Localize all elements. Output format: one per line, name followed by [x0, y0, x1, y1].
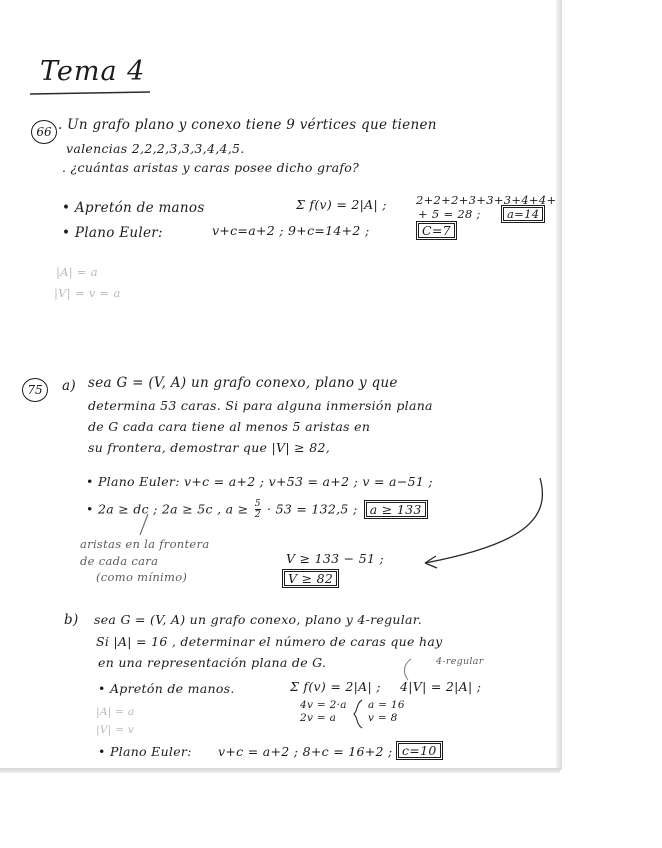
ex75a-statement-line3: de G cada cara tiene al menos 5 aristas en — [88, 419, 371, 434]
ex75a-fraction — [255, 500, 261, 520]
ex75a-result-edges: a ≥ 133 — [366, 502, 426, 517]
ex75b-system-line1: 4v = 2·a — [300, 699, 347, 711]
ex75b-apreton-right: 4|V| = 2|A| ; — [400, 679, 482, 694]
ex66-question: . ¿cuántas aristas y caras posee dicho grafo? — [62, 160, 360, 175]
ex75a-statement-line4: su frontera, demostrar que |V| ≥ 82, — [88, 440, 330, 455]
ex75b-euler-label: • Plano Euler: — [98, 744, 192, 759]
page-title: Tema 4 — [40, 56, 146, 87]
ex66-apreton-label: • Apretón de manos — [62, 200, 205, 216]
ex66-result-faces: C=7 — [418, 223, 455, 238]
ex66-euler-formula: v+c=a+2 ; 9+c=14+2 ; — [212, 223, 370, 238]
arrow-curve — [425, 478, 542, 563]
ex66-apreton-result — [503, 207, 543, 221]
ex75b-system-line2: 2v = a — [300, 712, 337, 724]
exercise-75-number: 75 — [22, 378, 48, 402]
ex75b-apreton-label: • Apretón de manos. — [98, 681, 235, 696]
ex75a-result-vertices: V ≥ 82 — [284, 571, 337, 586]
ex75a-note-line2: de cada cara — [80, 554, 159, 568]
ex75a-euler-line: • Plano Euler: v+c = a+2 ; v+53 = a+2 ; v = a−51 ; — [86, 474, 433, 489]
ex75a-inequality-start: • 2a ≥ dc ; 2a ≥ 5c , a ≥ — [86, 501, 249, 517]
ex66-apreton-formula: Σ f(v) = 2|A| ; — [296, 197, 387, 212]
ex75-part-b-label: b) — [64, 612, 79, 628]
ex75b-statement-line2: Si |A| = 16 , determinar el número de caras que hay — [96, 634, 443, 649]
arrow-head — [425, 556, 437, 568]
ex75b-annotation-4-regular: 4-regular — [436, 656, 484, 667]
ex75b-result-faces: c=10 — [398, 743, 441, 758]
ex66-euler-result — [418, 223, 455, 238]
ex75b-system-line4: v = 8 — [368, 712, 398, 724]
ex75b-statement-line3: en una representación plana de G. — [98, 655, 327, 670]
exercise-66-number: 66 — [31, 120, 57, 144]
system-brace — [354, 700, 362, 728]
ex66-faint-note-1: |A| = a — [56, 265, 98, 279]
ex66-statement-line1: . Un grafo plano y conexo tiene 9 vértices que tienen — [58, 117, 437, 133]
ex75a-note-line1: aristas en la frontera — [80, 537, 210, 551]
ex66-faint-note-2: |V| = v = a — [54, 286, 121, 300]
ex66-apreton-sum-bottom: + 5 = 28 ; — [418, 207, 481, 221]
title-underline — [30, 92, 150, 94]
ex75b-faint-note-2: |V| = v — [96, 724, 135, 736]
ex75a-fraction-denominator: 2 — [254, 510, 261, 520]
ex75a-inequality — [86, 500, 426, 520]
ex75a-fraction-numerator: 5 — [254, 499, 261, 509]
ex75a-statement-line2: determina 53 caras. Si para alguna inmersión plana — [88, 398, 433, 413]
ex75b-euler-result — [398, 743, 441, 758]
ex66-statement-line2: valencias 2,2,2,3,3,3,4,4,5. — [66, 141, 245, 156]
annotation-pointer — [404, 659, 411, 680]
page-right-edge — [556, 0, 562, 770]
ex75b-euler-formula: v+c = a+2 ; 8+c = 16+2 ; — [218, 744, 393, 759]
ex66-euler-label: • Plano Euler: — [62, 225, 163, 241]
ex75a-v-result — [284, 571, 337, 586]
ex75b-apreton-formula: Σ f(v) = 2|A| ; — [290, 679, 381, 694]
page-bottom-edge — [0, 768, 560, 773]
ex75b-statement-line1: sea G = (V, A) un grafo conexo, plano y 4-regular. — [94, 612, 422, 627]
ex66-result-edges: a=14 — [503, 207, 543, 221]
ex75a-note-line3: (como mínimo) — [96, 570, 188, 584]
ex75a-v-line: V ≥ 133 − 51 ; — [286, 551, 385, 566]
ex66-apreton-sum-top: 2+2+2+3+3+3+4+4+ — [416, 193, 557, 207]
ex75a-statement-line1: sea G = (V, A) un grafo conexo, plano y que — [88, 375, 398, 391]
ex75-part-a-label: a) — [62, 378, 76, 394]
ex75b-faint-note-1: |A| = a — [96, 706, 135, 718]
ex75b-system-line3: a = 16 — [368, 699, 405, 711]
ex75a-inequality-end: · 53 = 132,5 ; — [267, 501, 358, 517]
